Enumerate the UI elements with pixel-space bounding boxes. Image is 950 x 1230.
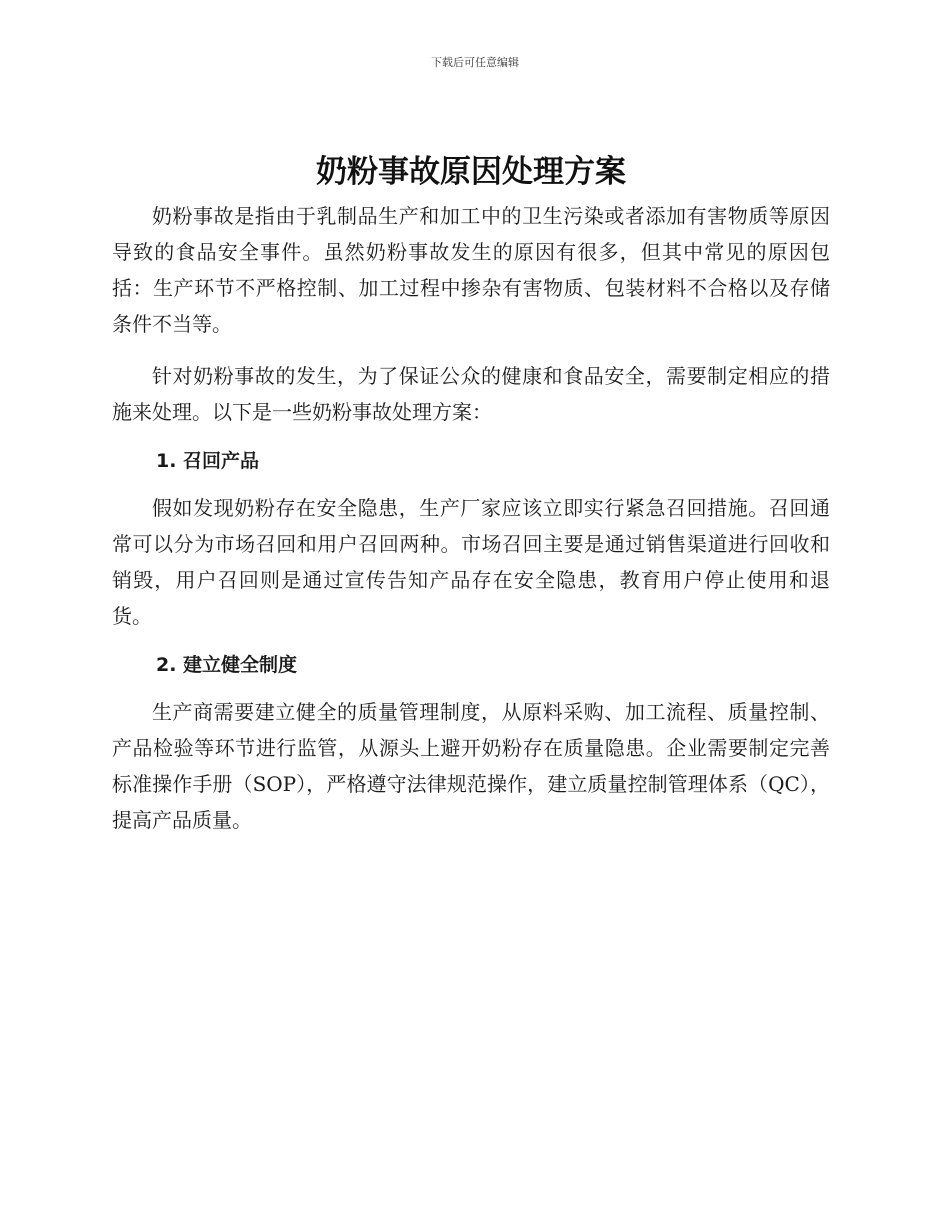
intro-paragraph: 奶粉事故是指由于乳制品生产和加工中的卫生污染或者添加有害物质等原因导致的食品安全事件。虽然奶粉事故发生的原因有很多，但其中常见的原因包括：生产环节不严格控制、加工过程中掺杂有害物质、包装材料不合格以及存储条件不当等。 (112, 204, 830, 336)
document-title: 奶粉事故原因处理方案 (316, 154, 626, 190)
section-heading-recall: 1. 召回产品 (156, 450, 260, 472)
measures-paragraph: 针对奶粉事故的发生，为了保证公众的健康和食品安全，需要制定相应的措施来处理。以下是一些奶粉事故处理方案： (112, 364, 830, 424)
section-text-system: 生产商需要建立健全的质量管理制度，从原料采购、加工流程、质量控制、产品检验等环节进行监管，从源头上避开奶粉存在质量隐患。企业需要制定完善标准操作手册（SOP），严格遵守法律规范操作，建立质量控制管理体系（QC），提高产品质量。 (112, 700, 830, 832)
section-text-recall: 假如发现奶粉存在安全隐患，生产厂家应该立即实行紧急召回措施。召回通常可以分为市场召回和用户召回两种。市场召回主要是通过销售渠道进行回收和销毁，用户召回则是通过宣传告知产品存在安全隐患，教育用户停止使用和退货。 (112, 496, 830, 628)
section-heading-system: 2. 建立健全制度 (156, 654, 298, 676)
header-note: 下载后可任意编辑 (431, 56, 519, 69)
document-body (112, 150, 830, 854)
